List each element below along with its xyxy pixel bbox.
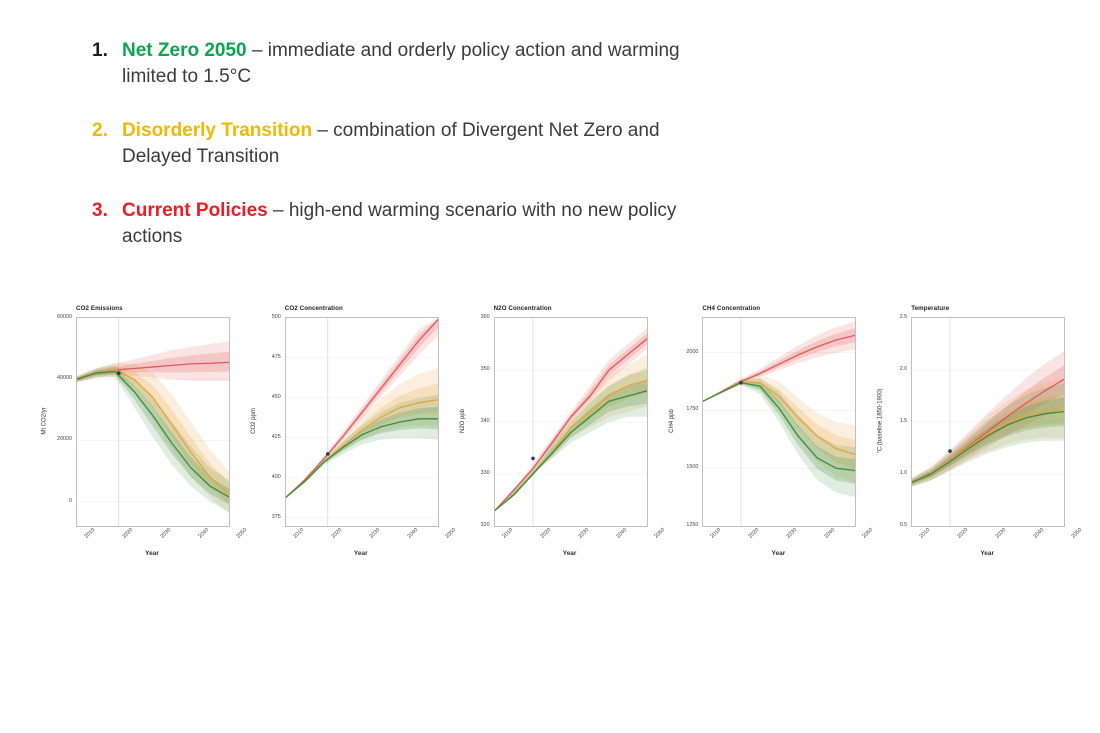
x-tick-label: 2020 xyxy=(121,527,135,540)
x-tick-label: 2020 xyxy=(539,527,552,540)
y-tick-label: 20000 xyxy=(57,436,72,443)
x-tick-label: 2030 xyxy=(159,527,173,540)
y-tick-label: 425 xyxy=(271,434,281,440)
x-tick-label: 2050 xyxy=(1070,527,1084,540)
chart-title: CO2 Emissions xyxy=(76,305,123,312)
y-tick-label: 40000 xyxy=(57,375,72,382)
bullet-number: 3. xyxy=(92,200,108,221)
plot-area xyxy=(76,317,230,527)
x-tick-label: 2020 xyxy=(956,527,970,540)
y-axis-label: °C (baseline 1850-1900) xyxy=(877,388,884,454)
scenario-chart-panels xyxy=(40,305,1084,580)
y-tick-label: 475 xyxy=(271,354,281,360)
y-tick-label: 1250 xyxy=(686,522,699,528)
y-tick-label: 400 xyxy=(271,474,281,480)
x-axis-label: Year xyxy=(145,550,159,557)
x-tick-label: 2010 xyxy=(292,527,306,540)
bullet-rest-text: – immediate and orderly policy action and warming limited to 1.5°C xyxy=(122,40,680,87)
y-tick-label: 360 xyxy=(480,314,490,320)
bullet-item-net-zero-2050 xyxy=(92,38,712,90)
y-tick-label: 1750 xyxy=(686,406,699,413)
y-tick-label: 0.5 xyxy=(899,522,908,528)
bullet-number: 2. xyxy=(92,120,108,141)
bullet-lead-label: Disorderly Transition xyxy=(122,120,313,141)
y-tick-label: 330 xyxy=(480,470,490,476)
y-tick-label: 350 xyxy=(480,366,490,372)
y-tick-label: 1.0 xyxy=(899,470,908,476)
x-tick-label: 2030 xyxy=(368,527,382,540)
y-tick-label: 2.5 xyxy=(899,314,908,320)
chart-panel xyxy=(458,305,666,580)
y-tick-label: 375 xyxy=(271,514,281,520)
bullet-rest-text: – combination of Divergent Net Zero and Delayed Transition xyxy=(122,120,660,167)
x-tick-label: 2030 xyxy=(785,527,799,540)
x-tick-label: 2010 xyxy=(83,527,97,540)
x-tick-label: 2040 xyxy=(1032,527,1046,540)
bullet-rest-text: – high-end warming scenario with no new policy actions xyxy=(122,200,677,247)
y-tick-label: 1500 xyxy=(686,464,699,471)
x-tick-label: 2020 xyxy=(747,527,761,540)
x-tick-label: 2010 xyxy=(918,527,932,540)
chart-panel xyxy=(666,305,875,580)
bullet-text xyxy=(122,198,712,250)
y-axis-label: CO2 ppm xyxy=(250,408,257,434)
x-tick-label: 2020 xyxy=(330,527,344,540)
bullet-lead-label: Current Policies xyxy=(122,200,268,221)
bullet-text xyxy=(122,38,712,90)
y-tick-label: 340 xyxy=(480,418,490,424)
bullet-item-disorderly-transition xyxy=(92,118,712,170)
y-tick-label: 500 xyxy=(271,314,281,320)
bullet-number: 1. xyxy=(92,40,108,61)
chart-title: N2O Concentration xyxy=(493,305,552,312)
x-tick-label: 2030 xyxy=(577,527,590,540)
bullet-text xyxy=(122,118,712,170)
bullet-lead-label: Net Zero 2050 xyxy=(122,40,247,61)
x-axis-label: Year xyxy=(980,550,995,557)
plot-area xyxy=(494,317,648,527)
x-axis-label: Year xyxy=(353,550,368,557)
chart-panel xyxy=(875,305,1084,580)
chart-panel xyxy=(249,305,458,580)
y-tick-label: 1.5 xyxy=(899,418,908,424)
y-tick-label: 60000 xyxy=(57,314,72,320)
y-tick-label: 450 xyxy=(271,394,281,400)
chart-panel xyxy=(40,305,249,580)
plot-area xyxy=(911,317,1065,527)
chart-title: Temperature xyxy=(911,305,950,312)
y-tick-label: 0 xyxy=(69,497,72,504)
x-tick-label: 2050 xyxy=(235,527,249,540)
plot-area xyxy=(702,317,856,527)
x-tick-label: 2040 xyxy=(406,527,420,540)
x-tick-label: 2050 xyxy=(861,527,875,540)
x-tick-label: 2040 xyxy=(615,527,628,540)
plot-area xyxy=(285,317,439,527)
y-axis-label: Mt CO2/yr xyxy=(42,407,48,435)
x-tick-label: 2030 xyxy=(994,527,1008,540)
x-axis-label: Year xyxy=(562,550,577,557)
y-tick-label: 2.0 xyxy=(899,366,908,372)
x-axis-label: Year xyxy=(771,550,786,557)
x-tick-label: 2040 xyxy=(197,527,211,540)
scenario-bullet-list xyxy=(92,38,712,278)
x-tick-label: 2040 xyxy=(823,527,837,540)
y-tick-label: 2000 xyxy=(686,348,699,355)
x-tick-label: 2010 xyxy=(501,527,514,540)
y-axis-label: N2O ppb xyxy=(459,408,466,434)
bullet-item-current-policies xyxy=(92,198,712,250)
x-tick-label: 2050 xyxy=(653,527,666,540)
y-axis-label: CH4 ppb xyxy=(668,409,675,433)
chart-title: CH4 Concentration xyxy=(702,305,761,312)
chart-title: CO2 Concentration xyxy=(284,305,343,312)
x-tick-label: 2050 xyxy=(444,527,458,540)
x-tick-label: 2010 xyxy=(709,527,723,540)
y-tick-label: 320 xyxy=(480,522,490,528)
